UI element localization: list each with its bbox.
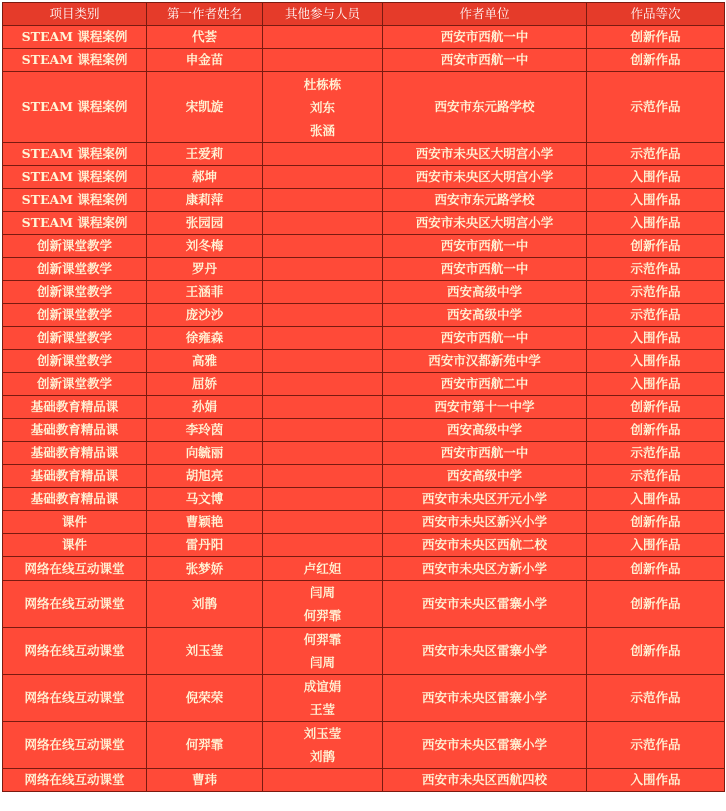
cell-category: 网络在线互动课堂 [3,628,147,675]
cell-category: STEAM 课程案例 [3,26,147,49]
cell-unit: 西安市东元路学校 [383,189,587,212]
cell-author: 高雅 [147,350,263,373]
column-header-grade: 作品等次 [587,3,725,26]
cell-grade: 创新作品 [587,581,725,628]
cell-others [263,488,383,511]
column-header-category: 项目类别 [3,3,147,26]
cell-others [263,722,383,769]
table-row [3,557,725,581]
cell-unit: 西安高级中学 [383,465,587,488]
table-row [3,419,725,442]
table-row [3,581,725,628]
cell-unit: 西安市汉都新苑中学 [383,350,587,373]
table-row [3,373,725,396]
cell-grade: 示范作品 [587,442,725,465]
cell-category: 创新课堂教学 [3,327,147,350]
cell-category: 创新课堂教学 [3,350,147,373]
cell-unit: 西安市未央区雷寨小学 [383,581,587,628]
cell-grade: 示范作品 [587,143,725,166]
cell-category: 网络在线互动课堂 [3,769,147,792]
cell-grade: 创新作品 [587,26,725,49]
cell-author: 徐雍森 [147,327,263,350]
table-row [3,189,725,212]
cell-category: 创新课堂教学 [3,304,147,327]
cell-others [263,350,383,373]
column-header-author: 第一作者姓名 [147,3,263,26]
cell-grade: 创新作品 [587,235,725,258]
cell-category: STEAM 课程案例 [3,72,147,143]
cell-unit: 西安高级中学 [383,281,587,304]
cell-category: 课件 [3,511,147,534]
cell-category: STEAM 课程案例 [3,212,147,235]
cell-grade: 入围作品 [587,534,725,557]
cell-category: 基础教育精品课 [3,419,147,442]
cell-category: STEAM 课程案例 [3,189,147,212]
cell-grade: 创新作品 [587,49,725,72]
participant-name: 刘玉莹 [303,726,342,741]
cell-others [263,304,383,327]
cell-author: 张园园 [147,212,263,235]
cell-grade: 入围作品 [587,166,725,189]
cell-others [263,628,383,675]
awards-table [2,2,725,792]
table-row [3,442,725,465]
table-row [3,628,725,675]
cell-others [263,675,383,722]
cell-others [263,557,383,581]
cell-unit: 西安市未央区雷寨小学 [383,722,587,769]
cell-unit: 西安市东元路学校 [383,72,587,143]
cell-author: 李玲茵 [147,419,263,442]
cell-unit: 西安市未央区西航四校 [383,769,587,792]
cell-author: 倪荣荣 [147,675,263,722]
table-row [3,26,725,49]
cell-category: 基础教育精品课 [3,396,147,419]
cell-grade: 入围作品 [587,488,725,511]
header-row [3,3,725,26]
cell-grade: 创新作品 [587,396,725,419]
cell-category: STEAM 课程案例 [3,49,147,72]
table-row [3,534,725,557]
cell-unit: 西安市未央区大明宫小学 [383,166,587,189]
participant-name: 卢红妲 [303,561,342,576]
participant-name: 成谊娟 [303,679,342,694]
cell-others [263,534,383,557]
table-row [3,396,725,419]
participant-name: 张涵 [309,122,335,138]
cell-author: 郝坤 [147,166,263,189]
cell-others [263,72,383,143]
column-header-others: 其他参与人员 [263,3,383,26]
cell-unit: 西安市西航一中 [383,258,587,281]
cell-grade: 示范作品 [587,722,725,769]
participant-name: 闫周 [309,655,335,670]
participant-name: 刘鹊 [309,749,335,764]
cell-unit: 西安市未央区雷寨小学 [383,675,587,722]
cell-grade: 入围作品 [587,769,725,792]
cell-author: 宋凯旋 [147,72,263,143]
participant-name: 何羿霏 [303,608,342,623]
cell-others [263,769,383,792]
cell-author: 康莉萍 [147,189,263,212]
cell-grade: 入围作品 [587,327,725,350]
cell-author: 曹颖艳 [147,511,263,534]
cell-others [263,143,383,166]
cell-unit: 西安市西航一中 [383,235,587,258]
cell-category: 创新课堂教学 [3,258,147,281]
cell-others [263,373,383,396]
cell-grade: 创新作品 [587,628,725,675]
cell-author: 向毓丽 [147,442,263,465]
cell-author: 屈娇 [147,373,263,396]
cell-unit: 西安市第十一中学 [383,396,587,419]
cell-others [263,49,383,72]
cell-author: 代荟 [147,26,263,49]
cell-author: 雷丹阳 [147,534,263,557]
cell-unit: 西安市西航二中 [383,373,587,396]
cell-category: 网络在线互动课堂 [3,675,147,722]
cell-author: 曹玮 [147,769,263,792]
cell-unit: 西安高级中学 [383,419,587,442]
table-row [3,235,725,258]
participant-name: 杜栋栋 [303,76,342,92]
cell-unit: 西安市未央区雷寨小学 [383,628,587,675]
cell-category: 创新课堂教学 [3,281,147,304]
participant-name: 闫周 [309,585,335,600]
table-row [3,258,725,281]
table-row [3,304,725,327]
cell-others [263,581,383,628]
table-row [3,143,725,166]
cell-grade: 示范作品 [587,675,725,722]
table-row [3,72,725,143]
cell-unit: 西安市西航一中 [383,26,587,49]
cell-author: 王涵菲 [147,281,263,304]
cell-grade: 示范作品 [587,281,725,304]
cell-others [263,419,383,442]
cell-author: 张梦娇 [147,557,263,581]
cell-grade: 示范作品 [587,304,725,327]
cell-category: 基础教育精品课 [3,465,147,488]
table-row [3,350,725,373]
cell-grade: 入围作品 [587,212,725,235]
table-row [3,722,725,769]
cell-others [263,189,383,212]
cell-category: 基础教育精品课 [3,488,147,511]
cell-others [263,511,383,534]
cell-category: 基础教育精品课 [3,442,147,465]
cell-grade: 示范作品 [587,258,725,281]
cell-others [263,396,383,419]
cell-unit: 西安市西航一中 [383,442,587,465]
table-row [3,49,725,72]
cell-unit: 西安市西航一中 [383,49,587,72]
cell-grade: 创新作品 [587,511,725,534]
cell-author: 胡旭亮 [147,465,263,488]
cell-category: STEAM 课程案例 [3,166,147,189]
cell-others [263,442,383,465]
table-row [3,281,725,304]
cell-unit: 西安市未央区大明宫小学 [383,143,587,166]
cell-category: STEAM 课程案例 [3,143,147,166]
table-row [3,488,725,511]
cell-grade: 入围作品 [587,189,725,212]
cell-unit: 西安市未央区方新小学 [383,557,587,581]
cell-grade: 创新作品 [587,557,725,581]
cell-grade: 入围作品 [587,373,725,396]
cell-category: 网络在线互动课堂 [3,581,147,628]
cell-author: 刘玉莹 [147,628,263,675]
cell-others [263,235,383,258]
cell-unit: 西安市未央区西航二校 [383,534,587,557]
cell-grade: 创新作品 [587,419,725,442]
cell-author: 刘鹊 [147,581,263,628]
cell-category: 创新课堂教学 [3,373,147,396]
cell-others [263,281,383,304]
cell-others [263,166,383,189]
cell-unit: 西安市未央区新兴小学 [383,511,587,534]
cell-others [263,258,383,281]
column-header-unit: 作者单位 [383,3,587,26]
cell-author: 何羿霏 [147,722,263,769]
cell-author: 马文博 [147,488,263,511]
cell-category: 课件 [3,534,147,557]
participant-name: 王莹 [309,702,335,717]
table-row [3,327,725,350]
cell-unit: 西安市未央区大明宫小学 [383,212,587,235]
cell-author: 刘冬梅 [147,235,263,258]
cell-author: 孙娟 [147,396,263,419]
cell-others [263,212,383,235]
cell-grade: 示范作品 [587,72,725,143]
cell-unit: 西安市西航一中 [383,327,587,350]
table-row [3,769,725,792]
cell-grade: 入围作品 [587,350,725,373]
cell-category: 网络在线互动课堂 [3,722,147,769]
table-row [3,675,725,722]
cell-others [263,465,383,488]
cell-others [263,26,383,49]
cell-unit: 西安市未央区开元小学 [383,488,587,511]
cell-category: 网络在线互动课堂 [3,557,147,581]
cell-author: 申金苗 [147,49,263,72]
table-row [3,511,725,534]
participant-name: 何羿霏 [303,632,342,647]
cell-author: 王爱莉 [147,143,263,166]
participant-name: 刘东 [309,99,335,115]
cell-unit: 西安高级中学 [383,304,587,327]
cell-category: 创新课堂教学 [3,235,147,258]
cell-grade: 示范作品 [587,465,725,488]
cell-author: 庞沙沙 [147,304,263,327]
table-row [3,212,725,235]
cell-others [263,327,383,350]
cell-author: 罗丹 [147,258,263,281]
table-body [3,26,725,792]
table-row [3,166,725,189]
table-row [3,465,725,488]
